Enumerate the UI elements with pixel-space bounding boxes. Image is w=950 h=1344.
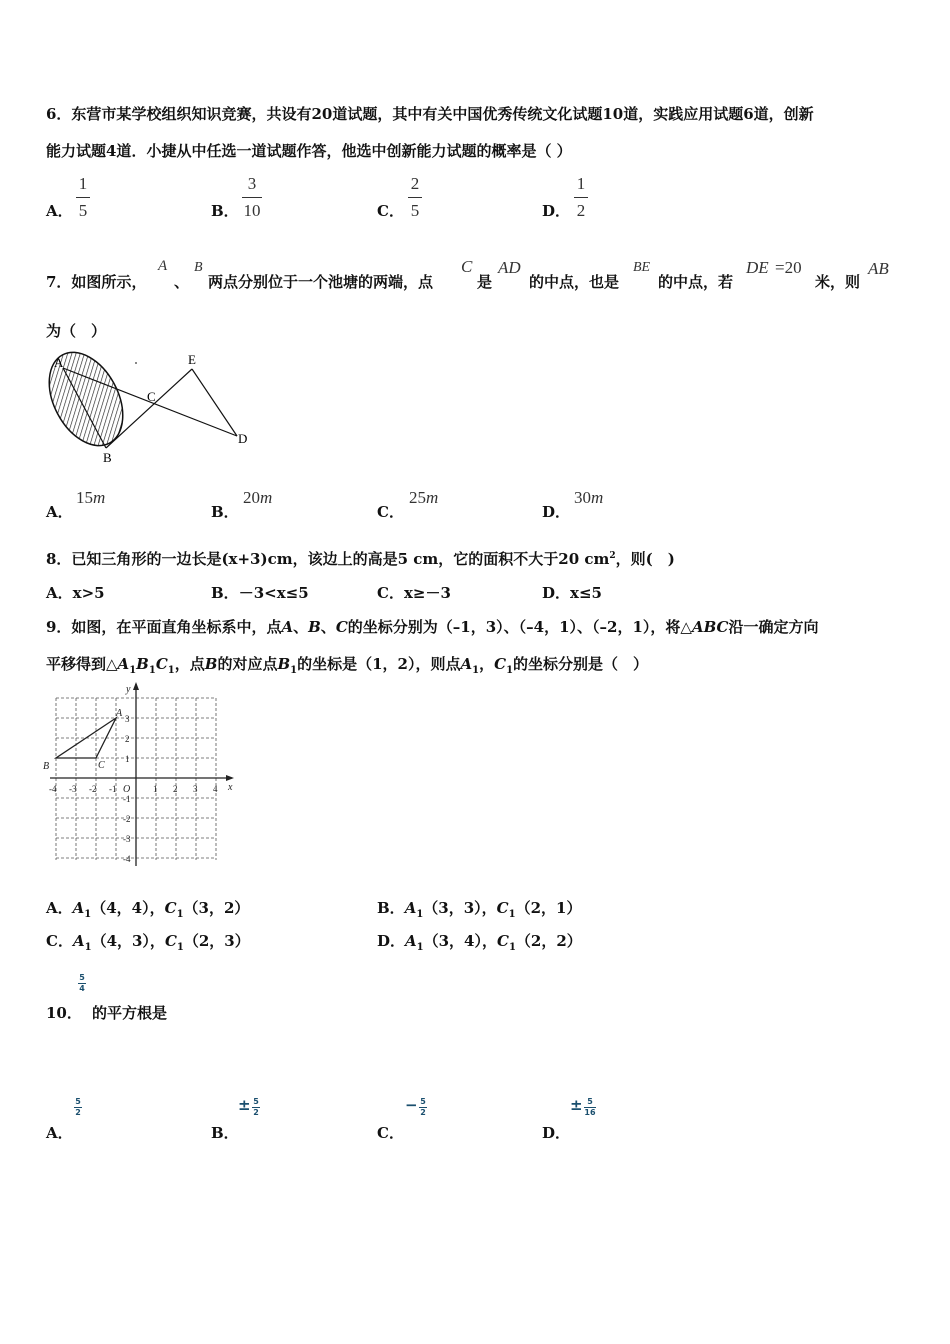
q7-separator: 、 [174, 273, 190, 291]
var-c1: C [494, 655, 507, 673]
q6-option-d-label: D． [542, 202, 571, 220]
option-label: A． [46, 584, 73, 602]
q6-line1: 6．东营市某学校组织知识竞赛，共设有20道试题，其中有关中国优秀传统文化试题10道，实践应用试题6道，创新 [46, 105, 814, 123]
numerator: 5 [79, 973, 85, 982]
q7-var-a: A [158, 258, 168, 274]
numerator: 1 [78, 174, 88, 193]
q7-option-d-label: D． [542, 503, 571, 521]
x-tick-label: 2 [173, 784, 178, 794]
x-tick-label: -2 [89, 784, 97, 794]
x-axis-label: x [228, 782, 233, 793]
y-tick-label: -2 [123, 814, 131, 824]
subscript: 1 [416, 909, 424, 920]
y-tick-label: 3 [125, 714, 130, 724]
origin-label: O [123, 784, 131, 795]
option-label: D． [377, 932, 406, 950]
q6-option-a-fraction [76, 174, 90, 221]
numerator: 5 [587, 1097, 593, 1106]
var-b: B [308, 618, 321, 636]
denominator: 5 [410, 201, 420, 220]
x-axis-arrow-icon [226, 775, 234, 781]
option-a1-coords: （3，3）， [423, 899, 497, 917]
option-text: －3<x≤5 [238, 584, 309, 602]
value-unit: m [260, 488, 273, 507]
var-c1: C [496, 899, 509, 917]
subscript: 1 [508, 909, 516, 920]
q10-option-d-fraction [584, 1098, 596, 1117]
q7-option-b-value [243, 488, 272, 508]
var-c1: C [164, 932, 177, 950]
option-c1-coords: （2，2） [515, 932, 582, 950]
segment-ed [192, 369, 237, 436]
subscript: 1 [129, 665, 137, 676]
x-tick-label: 1 [153, 784, 158, 794]
var-abc: ABC [691, 618, 729, 636]
q8-option-b [211, 582, 309, 603]
y-axis-arrow-icon [133, 682, 139, 690]
q10-fraction [78, 974, 86, 993]
q6-option-c-fraction [408, 174, 422, 221]
q7-text-3: 的中点，也是 [529, 273, 620, 291]
var-a1: A [405, 932, 417, 950]
option-label: B． [211, 584, 239, 602]
q9-line2 [46, 653, 648, 676]
option-a1-coords: （4，3）， [91, 932, 165, 950]
q7-pond-figure [44, 346, 264, 468]
option-a1-coords: （4，4）， [91, 899, 165, 917]
denominator: 4 [79, 984, 85, 993]
q7-line2: 为（ ） [46, 322, 107, 340]
y-tick-label: -3 [123, 834, 131, 844]
var-c1: C [155, 655, 168, 673]
numerator: 1 [576, 174, 586, 193]
q10-option-c-label: C． [377, 1124, 404, 1142]
text: 的坐标分别是（ ） [513, 655, 649, 673]
var-c1: C [164, 899, 177, 917]
y-tick-label: 2 [125, 734, 130, 744]
var-a1: A [117, 655, 130, 673]
denominator: 10 [243, 201, 261, 220]
value-number: 15 [76, 488, 93, 507]
subscript: 1 [148, 665, 156, 676]
subscript: 1 [84, 909, 92, 920]
subscript: 1 [508, 942, 516, 953]
x-tick-label: 3 [193, 784, 198, 794]
numerator: 5 [75, 1097, 81, 1106]
var-b: B [204, 655, 218, 673]
y-axis-label: y [126, 684, 131, 695]
var-a: A [281, 618, 294, 636]
q6-line2: 能力试题4道．小捷从中任选一道试题作答，他选中创新能力试题的概率是（ ） [46, 142, 572, 160]
q7-option-c-label: C． [377, 503, 404, 521]
subscript: 1 [416, 942, 424, 953]
q7-var-be: BE [633, 260, 651, 275]
subscript: 1 [506, 665, 514, 676]
figure-label-d: D [238, 431, 248, 446]
x-tick-label: -4 [49, 784, 57, 794]
q10-option-c-sign: − [405, 1096, 418, 1114]
denominator: 2 [253, 1108, 259, 1117]
q7-equals-20: =20 [775, 258, 802, 277]
var-c: C [335, 618, 348, 636]
y-tick-label: 1 [125, 754, 130, 764]
subscript: 1 [176, 909, 184, 920]
q8-stem-text: 8．已知三角形的一边长是(x+3)cm，该边上的高是5 cm，它的面积不大于20 cm [46, 550, 610, 568]
value-unit: m [591, 488, 604, 507]
q6-option-b-label: B． [211, 202, 239, 220]
q7-var-b: B [194, 260, 203, 275]
text: 9．如图，在平面直角坐标系中，点 [46, 618, 282, 636]
q10-option-a-fraction [74, 1098, 82, 1117]
q7-option-d-value [574, 488, 603, 508]
value-number: 20 [243, 488, 260, 507]
point-label-c: C [98, 760, 105, 771]
denominator: 2 [420, 1108, 426, 1117]
var-b1: B [136, 655, 149, 673]
q7-option-a-label: A． [46, 503, 73, 521]
q9-option-a [46, 897, 249, 920]
q10-option-b-label: B． [211, 1124, 239, 1142]
option-text: x≤5 [570, 584, 602, 602]
value-number: 30 [574, 488, 591, 507]
subscript: 1 [167, 665, 175, 676]
x-tick-label: -1 [109, 784, 117, 794]
figure-label-a: A [54, 355, 64, 370]
q7-text-4: 的中点，若 [658, 273, 734, 291]
subscript: 1 [472, 665, 480, 676]
q7-prefix: 7．如图所示， [46, 273, 147, 291]
var-b1: B [277, 655, 291, 673]
option-label: D． [542, 584, 571, 602]
q6-option-b-fraction [242, 174, 262, 221]
var-a1: A [460, 655, 473, 673]
subscript: 1 [176, 942, 184, 953]
text: 、 [320, 618, 336, 636]
q8-option-a [46, 582, 105, 603]
q7-var-ad: AD [498, 258, 521, 277]
text: ， [479, 655, 495, 673]
numerator: 3 [247, 174, 257, 193]
denominator: 5 [78, 201, 88, 220]
q7-option-c-value [409, 488, 438, 508]
q10-stem-text: 的平方根是 [92, 1004, 168, 1022]
subscript: 1 [290, 665, 298, 676]
figure-label-e: E [188, 352, 196, 367]
q6-option-a-label: A． [46, 202, 73, 220]
numerator: 2 [410, 174, 420, 193]
x-tick-label: 4 [213, 784, 218, 794]
point-label-a: A [116, 708, 123, 719]
var-a1: A [72, 899, 85, 917]
q10-option-d-sign: ± [570, 1096, 583, 1114]
q7-var-de: DE [746, 258, 769, 277]
text: 平移得到△ [46, 655, 118, 673]
text: 、 [293, 618, 309, 636]
denominator: 2 [576, 201, 586, 220]
option-c1-coords: （2，3） [183, 932, 250, 950]
option-label: C． [46, 932, 73, 950]
q9-option-b [377, 897, 581, 920]
x-tick-label: -3 [69, 784, 77, 794]
q10-number: 10． [46, 1004, 82, 1022]
value-unit: m [426, 488, 439, 507]
text: 沿一确定方向 [728, 618, 819, 636]
denominator: 2 [75, 1108, 81, 1117]
q6-option-d-fraction [574, 174, 588, 221]
option-text: x>5 [72, 584, 105, 602]
q7-var-ab: AB [868, 259, 889, 278]
option-c1-coords: （2，1） [515, 899, 582, 917]
q9-line1 [46, 616, 819, 637]
q6-option-c-label: C． [377, 202, 404, 220]
option-c1-coords: （3，2） [183, 899, 250, 917]
superscript-2: 2 [609, 551, 616, 561]
text: 的坐标是（1，2），则点 [297, 655, 461, 673]
q9-option-d [377, 930, 582, 953]
figure-label-b: B [103, 450, 112, 465]
text: 的对应点 [217, 655, 278, 673]
point-label-b: B [43, 761, 50, 772]
numerator: 5 [253, 1097, 259, 1106]
q7-option-a-value [76, 488, 105, 508]
y-tick-label: -4 [123, 854, 131, 864]
q10-option-b-sign: ± [238, 1096, 251, 1114]
q7-text-5: 米，则 [815, 273, 861, 291]
option-label: B． [377, 899, 405, 917]
text: ，点 [174, 655, 205, 673]
q7-var-c: C [461, 257, 473, 276]
q8-stem [46, 548, 675, 569]
q10-option-d-label: D． [542, 1124, 571, 1142]
q8-option-c [377, 582, 451, 603]
option-label: A． [46, 899, 73, 917]
figure-label-c: C [147, 389, 156, 404]
text: 的坐标分别为（–1，3）、（–4，1）、（–2，1），将△ [347, 618, 692, 636]
subscript: 1 [84, 942, 92, 953]
q9-option-c [46, 930, 250, 953]
var-a1: A [72, 932, 85, 950]
denominator: 16 [584, 1108, 596, 1117]
option-label: C． [377, 584, 404, 602]
q7-option-b-label: B． [211, 503, 239, 521]
q8-option-d [542, 582, 602, 603]
option-text: x≥－3 [403, 584, 451, 602]
var-a1: A [404, 899, 417, 917]
q7-text-2: 是 [477, 273, 493, 291]
q10-option-c-fraction [419, 1098, 427, 1117]
y-tick-label: -1 [123, 794, 131, 804]
q10-option-b-fraction [252, 1098, 260, 1117]
q9-coordinate-grid [40, 680, 240, 870]
q7-text-1: 两点分别位于一个池塘的两端，点 [208, 273, 434, 291]
q10-option-a-label: A． [46, 1124, 73, 1142]
value-number: 25 [409, 488, 426, 507]
q8-stem-end: ，则( ) [615, 550, 675, 568]
var-c1: C [497, 932, 509, 950]
option-a1-coords: （3，4）， [423, 932, 497, 950]
value-unit: m [93, 488, 106, 507]
numerator: 5 [420, 1097, 426, 1106]
